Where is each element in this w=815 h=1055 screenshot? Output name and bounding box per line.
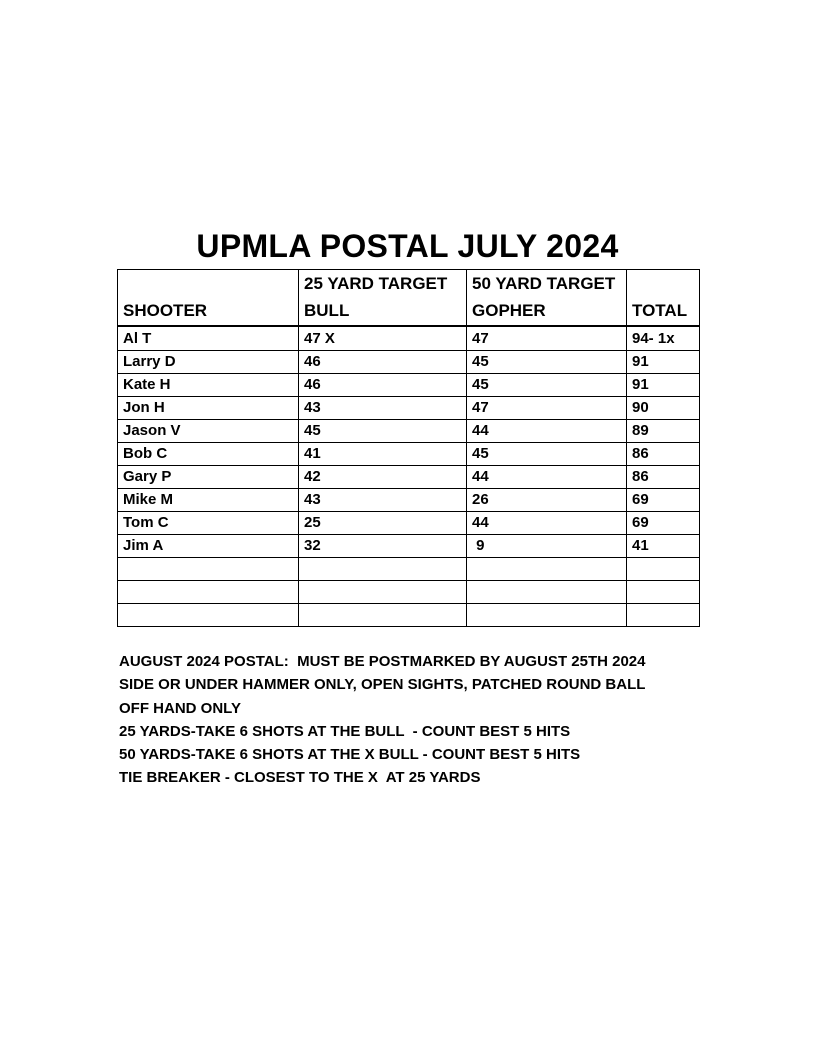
empty-cell xyxy=(299,558,467,581)
empty-cell xyxy=(627,558,700,581)
empty-cell xyxy=(467,558,627,581)
note-line: AUGUST 2024 POSTAL: MUST BE POSTMARKED BY AUGUST 25TH 2024 xyxy=(119,653,646,670)
header-25-yard-line1: 25 YARD TARGET xyxy=(304,274,448,293)
cell-50-yard: 45 xyxy=(467,351,627,374)
cell-shooter: Al T xyxy=(118,326,299,351)
cell-shooter: Bob C xyxy=(118,443,299,466)
cell-total: 91 xyxy=(627,351,700,374)
cell-50-yard: 45 xyxy=(467,374,627,397)
score-table xyxy=(117,269,700,627)
cell-total: 86 xyxy=(627,466,700,489)
header-50-yard-line1: 50 YARD TARGET xyxy=(472,274,616,293)
cell-50-yard: 45 xyxy=(467,443,627,466)
empty-row xyxy=(118,558,700,581)
table-row xyxy=(118,466,700,489)
cell-shooter: Jon H xyxy=(118,397,299,420)
cell-50-yard: 26 xyxy=(467,489,627,512)
header-total: TOTAL xyxy=(627,270,700,327)
table-header-row xyxy=(118,270,700,327)
empty-cell xyxy=(299,604,467,627)
cell-total: 91 xyxy=(627,374,700,397)
cell-25-yard: 25 xyxy=(299,512,467,535)
empty-cell xyxy=(627,581,700,604)
table-row xyxy=(118,351,700,374)
cell-shooter: Mike M xyxy=(118,489,299,512)
note-line: 25 YARDS-TAKE 6 SHOTS AT THE BULL - COUNT BEST 5 HITS xyxy=(119,722,571,740)
cell-50-yard: 44 xyxy=(467,466,627,489)
cell-25-yard: 46 xyxy=(299,374,467,397)
cell-25-yard: 41 xyxy=(299,443,467,466)
header-shooter: SHOOTER xyxy=(118,270,299,327)
empty-cell xyxy=(118,581,299,604)
table-row xyxy=(118,512,700,535)
cell-shooter: Tom C xyxy=(118,512,299,535)
cell-total: 89 xyxy=(627,420,700,443)
cell-50-yard: 47 xyxy=(467,397,627,420)
header-50-yard xyxy=(467,270,627,327)
page-title: UPMLA POSTAL JULY 2024 xyxy=(196,228,619,264)
rules-notes xyxy=(119,650,719,790)
table-row xyxy=(118,489,700,512)
cell-total: 86 xyxy=(627,443,700,466)
cell-shooter: Kate H xyxy=(118,374,299,397)
cell-shooter: Gary P xyxy=(118,466,299,489)
table-row xyxy=(118,420,700,443)
cell-25-yard: 43 xyxy=(299,489,467,512)
cell-total: 90 xyxy=(627,397,700,420)
empty-row xyxy=(118,581,700,604)
empty-cell xyxy=(467,581,627,604)
note-line: OFF HAND ONLY xyxy=(119,699,241,717)
table-row xyxy=(118,326,700,351)
cell-total: 94- 1x xyxy=(627,326,700,351)
empty-cell xyxy=(118,558,299,581)
cell-total: 69 xyxy=(627,489,700,512)
header-25-yard xyxy=(299,270,467,327)
header-25-yard-line2: BULL xyxy=(304,301,350,320)
cell-25-yard: 45 xyxy=(299,420,467,443)
table-row xyxy=(118,443,700,466)
empty-cell xyxy=(299,581,467,604)
cell-shooter: Jason V xyxy=(118,420,299,443)
table-row xyxy=(118,535,700,558)
cell-shooter: Larry D xyxy=(118,351,299,374)
cell-25-yard: 47 X xyxy=(299,326,467,351)
cell-25-yard: 46 xyxy=(299,351,467,374)
empty-row xyxy=(118,604,700,627)
cell-total: 69 xyxy=(627,512,700,535)
note-line: 50 YARDS-TAKE 6 SHOTS AT THE X BULL - COUNT BEST 5 HITS xyxy=(119,746,581,764)
cell-25-yard: 42 xyxy=(299,466,467,489)
note-line: SIDE OR UNDER HAMMER ONLY, OPEN SIGHTS, PATCHED ROUND BALL xyxy=(119,676,646,694)
note-line: TIE BREAKER - CLOSEST TO THE X AT 25 YARDS xyxy=(119,769,481,787)
cell-total: 41 xyxy=(627,535,700,558)
cell-shooter: Jim A xyxy=(118,535,299,558)
cell-50-yard: 9 xyxy=(467,535,627,558)
table-row xyxy=(118,374,700,397)
cell-25-yard: 43 xyxy=(299,397,467,420)
empty-cell xyxy=(467,604,627,627)
cell-50-yard: 47 xyxy=(467,326,627,351)
empty-cell xyxy=(627,604,700,627)
cell-25-yard: 32 xyxy=(299,535,467,558)
table-row xyxy=(118,397,700,420)
empty-cell xyxy=(118,604,299,627)
cell-50-yard: 44 xyxy=(467,512,627,535)
cell-50-yard: 44 xyxy=(467,420,627,443)
header-50-yard-line2: GOPHER xyxy=(472,301,546,320)
